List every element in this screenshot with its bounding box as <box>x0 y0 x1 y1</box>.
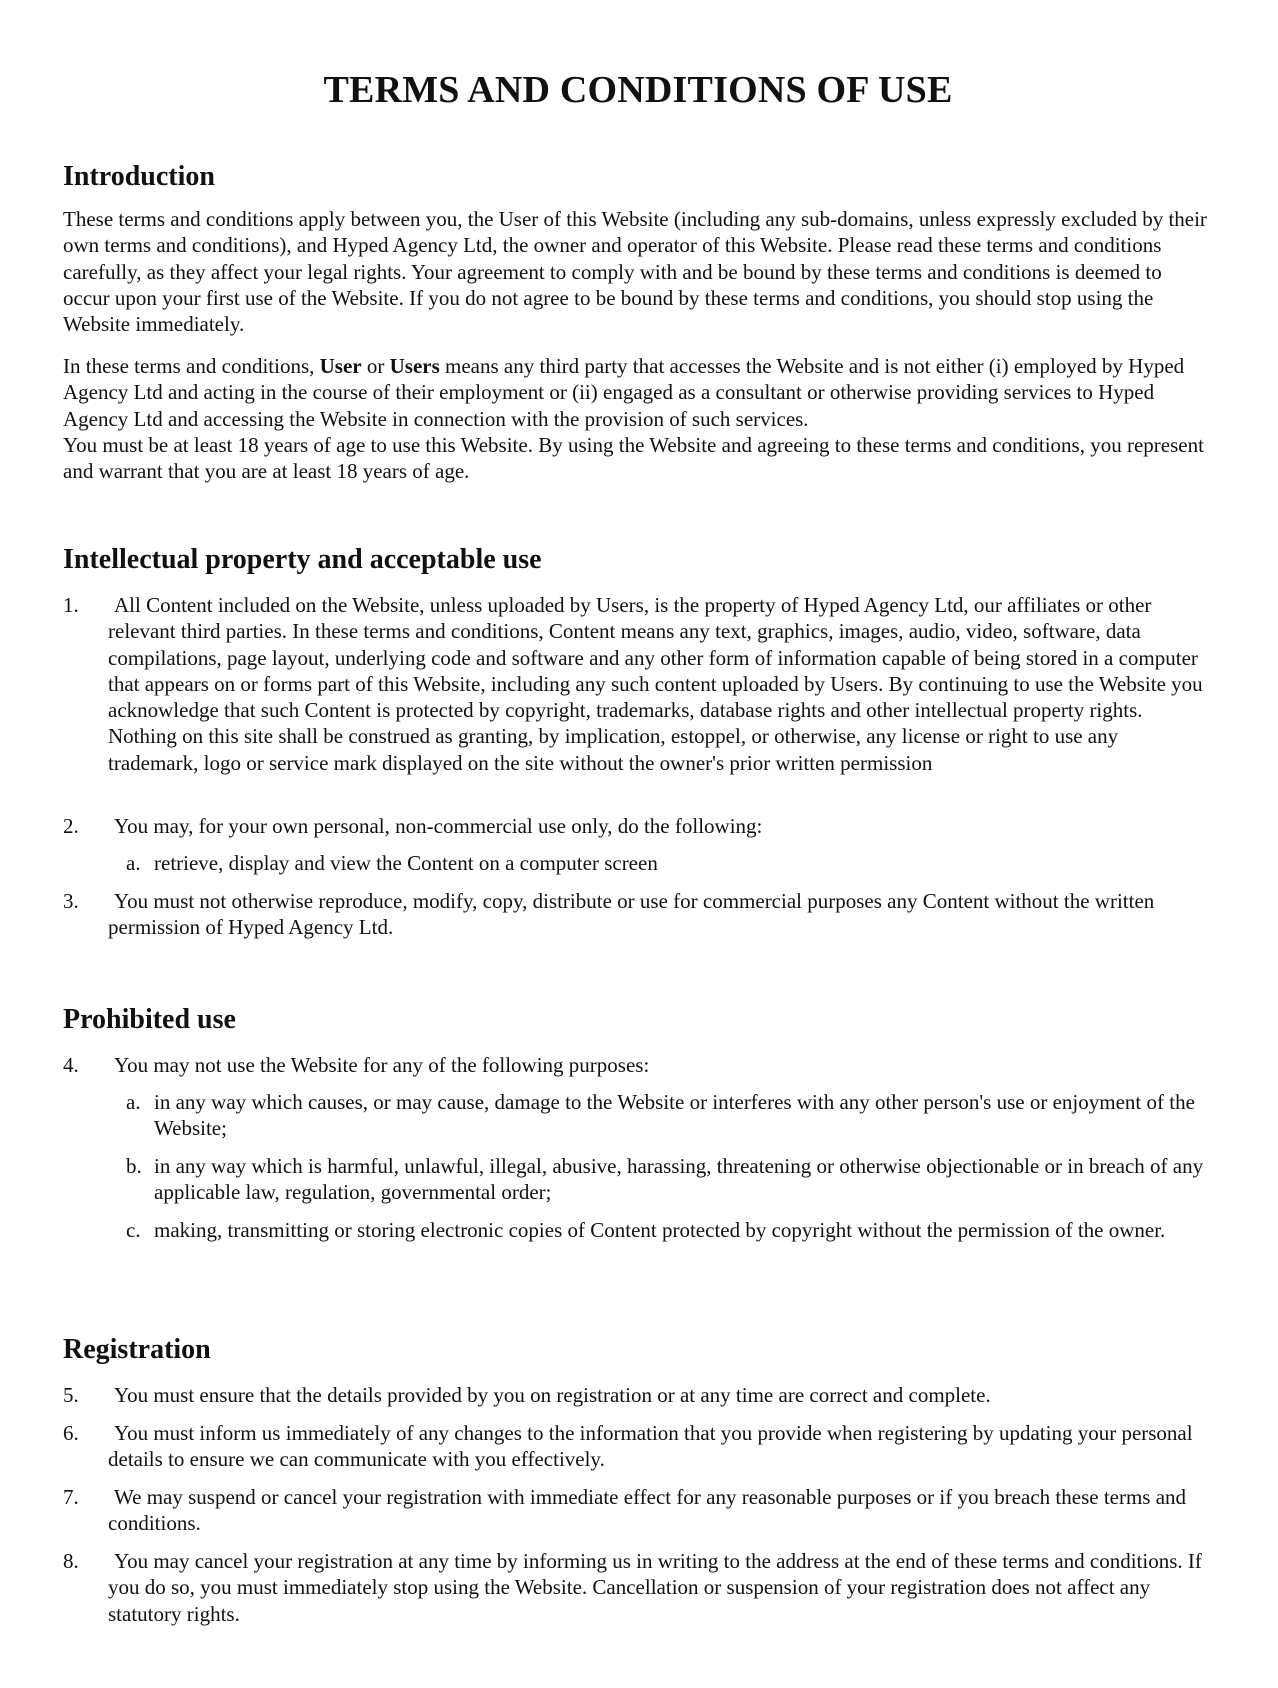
sub-list-item-text: retrieve, display and view the Content on a computer screen <box>154 851 658 875</box>
introduction-paragraph-2-start: In these terms and conditions, <box>63 354 320 378</box>
sub-list-item-text: in any way which is harmful, unlawful, illegal, abusive, harassing, threatening or otherwise objectionable or in breach of any applicable law, regulation, governmental order; <box>154 1154 1204 1205</box>
list-item-number: 1. <box>63 593 79 617</box>
prohibited-use-heading: Prohibited use <box>63 1004 236 1035</box>
list-item-text: You may cancel your registration at any time by informing us in writing to the address at the end of these terms and conditions. If you do so, you must immediately stop using the Website. Cancellation or suspension of your registration does not affect any statutory rights. <box>108 1549 1202 1626</box>
list-item-text: You must ensure that the details provided by you on registration or at any time are correct and complete. <box>114 1383 991 1407</box>
introduction-paragraph-1: These terms and conditions apply between you, the User of this Website (including any sub-domains, unless expressly excluded by their own terms and conditions), and Hyped Agency Ltd, the owner and operator of this Website. Please read these terms and conditions carefully, as they affect your legal rights. Your agreement to comply with and be bound by these terms and conditions is deemed to occur upon your first use of the Website. If you do not agree to be bound by these terms and conditions, you should stop using the Website immediately. <box>63 207 1207 337</box>
list-item <box>63 1052 1213 1078</box>
users-term: Users <box>389 354 440 378</box>
user-term: User <box>319 354 362 378</box>
list-item-text: You must not otherwise reproduce, modify, copy, distribute or use for commercial purposes any Content without the written permission of Hyped Agency Ltd. <box>108 889 1155 940</box>
list-item <box>63 813 1213 839</box>
document-page <box>63 0 1213 1626</box>
list-item-text: You must inform us immediately of any changes to the information that you provide when registering by updating your personal details to ensure we can communicate with you effectively. <box>108 1421 1193 1472</box>
introduction-paragraph-2-or: or <box>361 354 390 378</box>
list-item <box>63 1420 1213 1473</box>
sub-list-item-text: making, transmitting or storing electronic copies of Content protected by copyright without the permission of the owner. <box>154 1218 1166 1242</box>
introduction-paragraph-2-end: means any third party that accesses the Website and is not either (i) employed by Hyped Agency Ltd and acting in the course of their employment or (ii) engaged as a consultant or otherwise providing services to Hyped Agency Ltd and accessing the Website in connection with the provision of such services. <box>63 354 1185 431</box>
list-item-text: All Content included on the Website, unless uploaded by Users, is the property of Hyped Agency Ltd, our affiliates or other relevant third parties. In these terms and conditions, Content means any text, graphics, images, audio, video, software, data compilations, page layout, underlying code and software and any other form of information capable of being stored in a computer that appears on or forms part of this Website, including any such content uploaded by Users. By continuing to use the Website you acknowledge that such Content is protected by copyright, trademarks, database rights and other intellectual property rights. Nothing on this site shall be construed as granting, by implication, estoppel, or otherwise, any license or right to use any trademark, logo or service mark displayed on the site without the owner's prior written permission <box>108 593 1203 775</box>
registration-heading: Registration <box>63 1334 211 1365</box>
sub-list-item <box>63 850 1213 876</box>
list-item-number: 4. <box>63 1053 79 1077</box>
list-item <box>63 1382 1213 1408</box>
intellectual-property-heading: Intellectual property and acceptable use <box>63 544 542 575</box>
list-item-number: 6. <box>63 1421 79 1445</box>
list-item <box>63 1484 1213 1537</box>
sub-list-item-letter: a. <box>126 1090 141 1114</box>
sub-list-item-letter: b. <box>126 1154 142 1178</box>
list-item-number: 8. <box>63 1549 79 1573</box>
introduction-paragraph-3: You must be at least 18 years of age to use this Website. By using the Website and agreeing to these terms and conditions, you represent and warrant that you are at least 18 years of age. <box>63 433 1204 484</box>
introduction-paragraph-2 <box>63 353 1213 432</box>
page-title: TERMS AND CONDITIONS OF USE <box>323 69 953 111</box>
sub-list-item <box>63 1153 1213 1206</box>
sub-list-item-text: in any way which causes, or may cause, damage to the Website or interferes with any other person's use or enjoyment of the Website; <box>154 1090 1195 1141</box>
introduction-heading: Introduction <box>63 161 215 192</box>
sub-list-item-letter: a. <box>126 851 141 875</box>
list-item-text: We may suspend or cancel your registration with immediate effect for any reasonable purposes or if you breach these terms and conditions. <box>108 1485 1187 1536</box>
sub-list-item <box>63 1089 1213 1142</box>
list-item <box>63 888 1213 941</box>
list-item <box>63 1548 1213 1627</box>
sub-list-item-letter: c. <box>126 1218 141 1242</box>
sub-list-item <box>63 1217 1213 1243</box>
list-item-number: 3. <box>63 889 79 913</box>
list-item-text: You may, for your own personal, non-commercial use only, do the following: <box>114 814 763 838</box>
list-item-text: You may not use the Website for any of the following purposes: <box>114 1053 650 1077</box>
list-item <box>63 592 1213 776</box>
list-item-number: 2. <box>63 814 79 838</box>
list-item-number: 5. <box>63 1383 79 1407</box>
list-item-number: 7. <box>63 1485 79 1509</box>
